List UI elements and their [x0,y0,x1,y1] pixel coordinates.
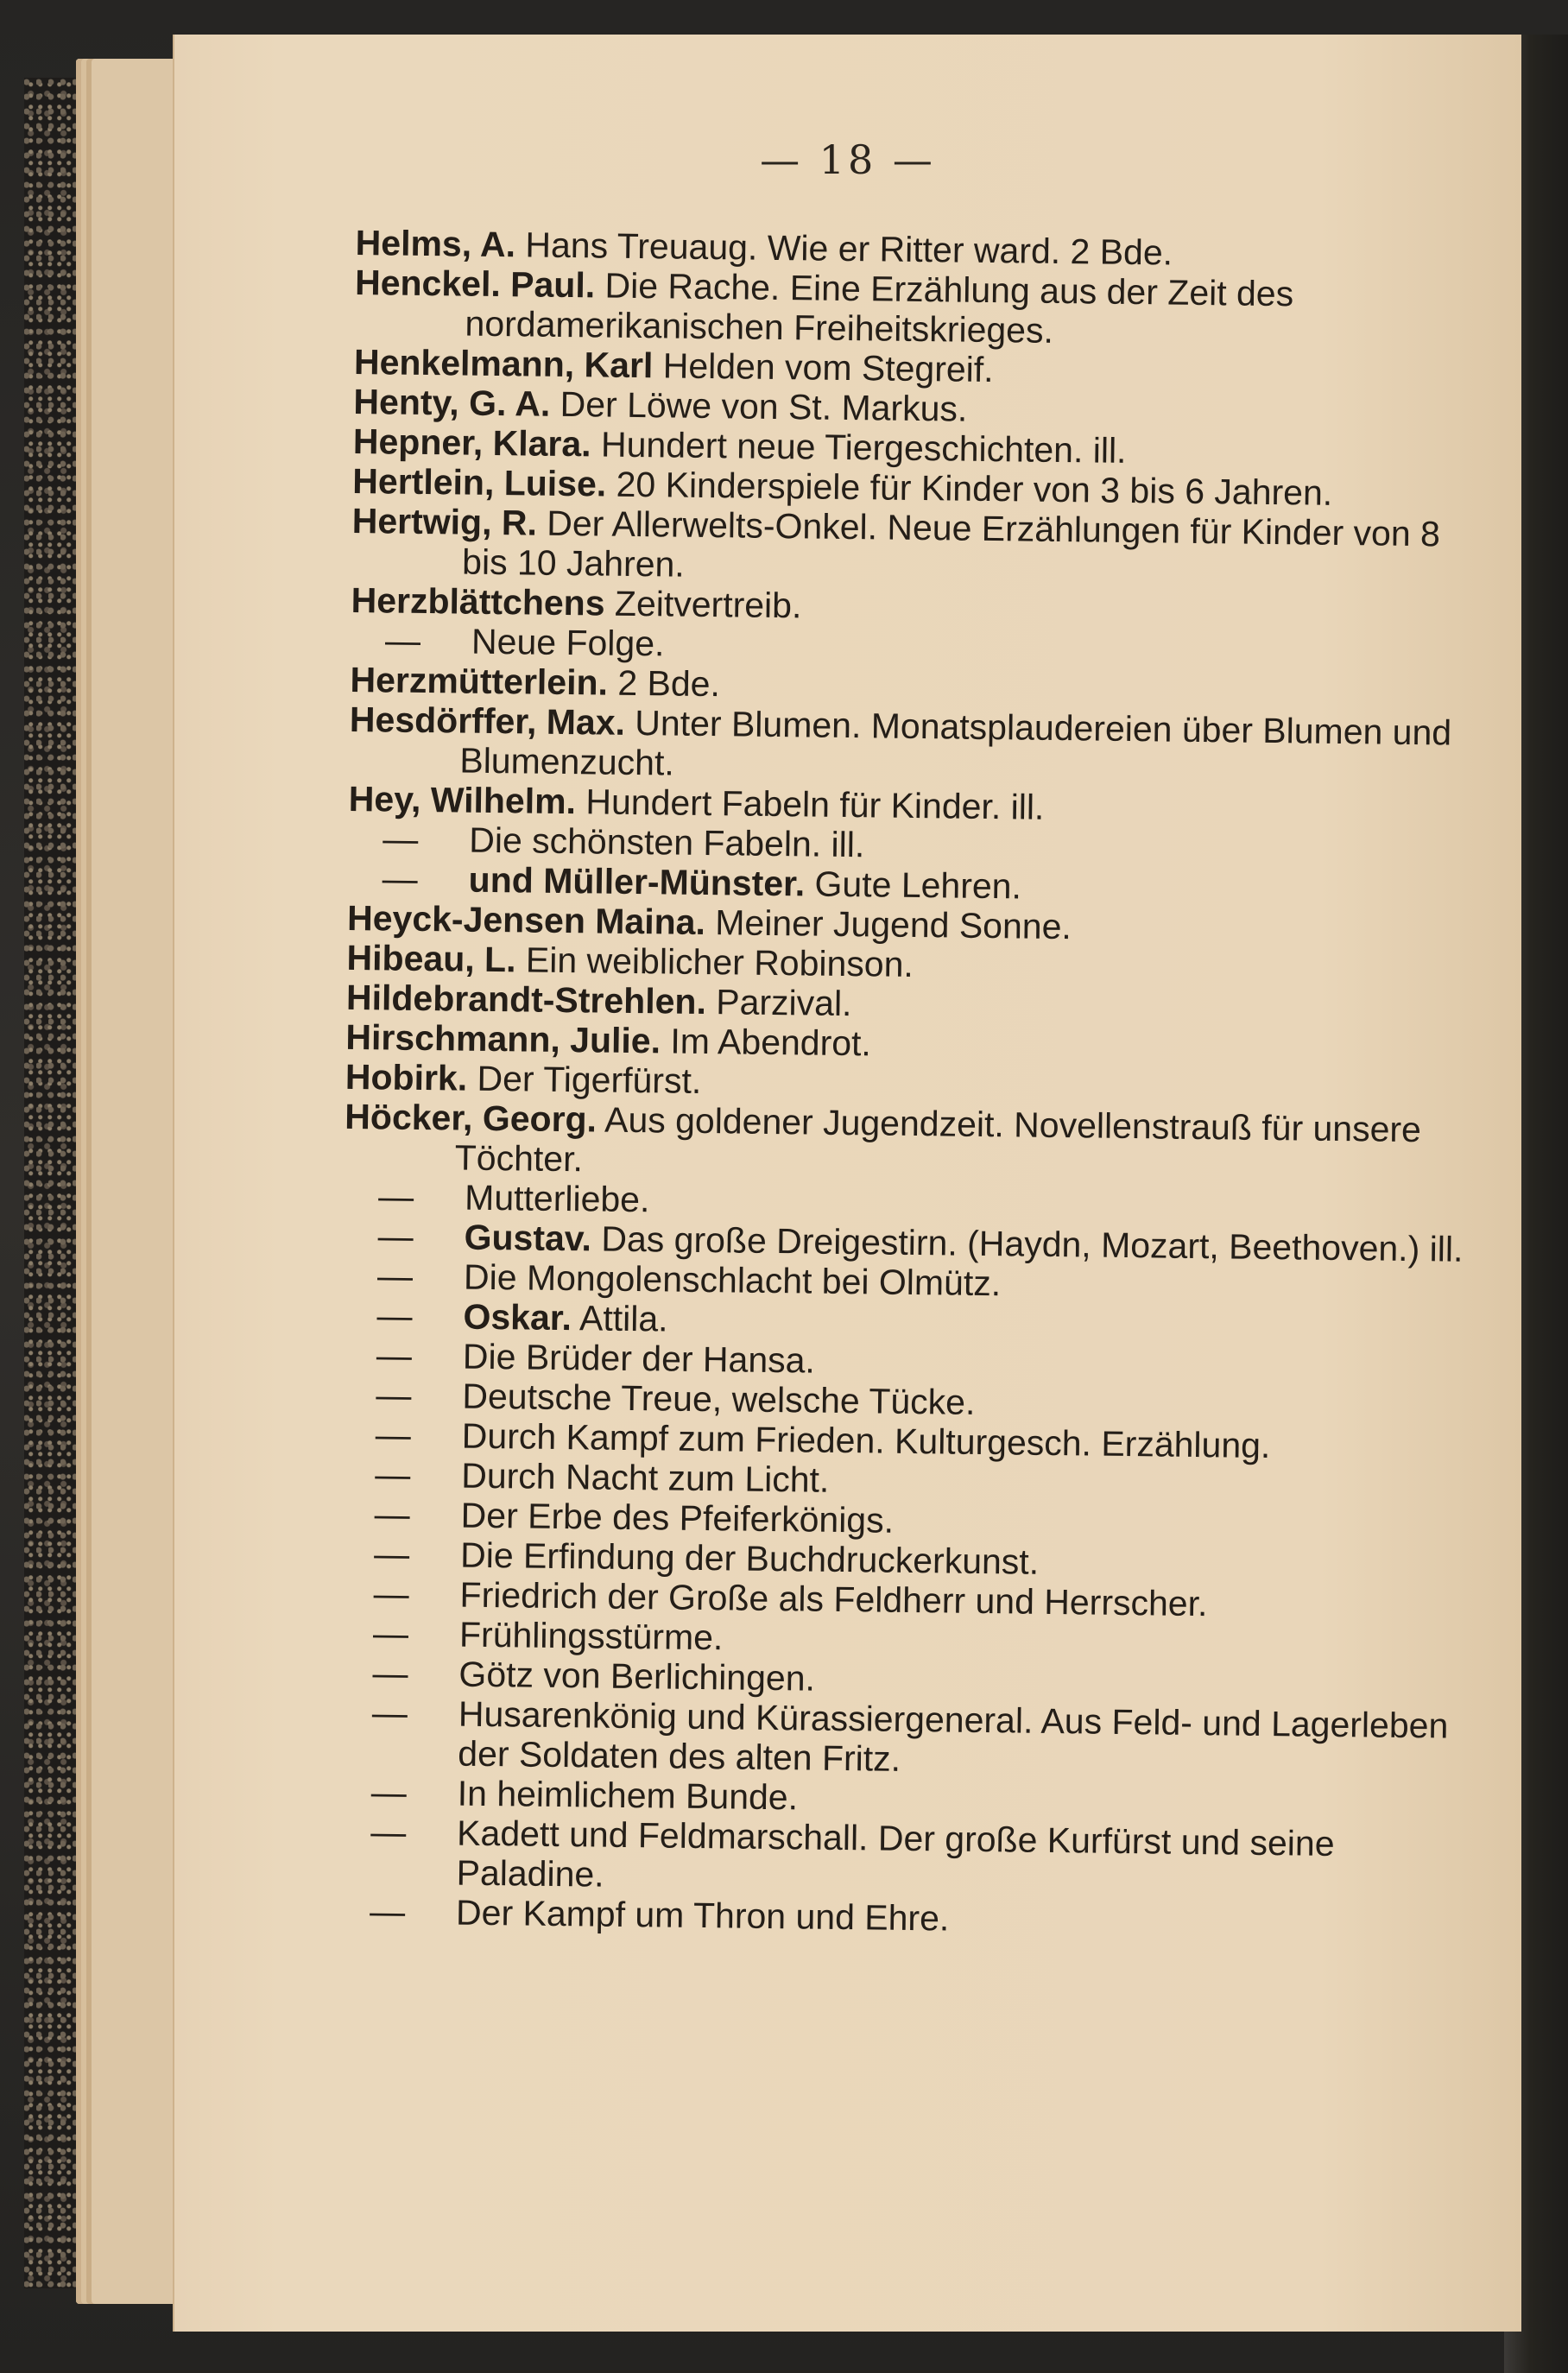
entry-title: Deutsche Treue, welsche Tücke. [462,1376,976,1422]
entry-title: Attila. [579,1298,668,1339]
entry-title: Hans Treuaug. Wie er Ritter ward. 2 Bde. [525,225,1173,273]
entry-author: Herzmütterlein. [350,659,609,703]
entry-title: Der Tigerfürst. [477,1058,702,1101]
dash-mark: — [375,1454,411,1495]
entry-title: Die schönsten Fabeln. ill. [468,819,865,865]
entry-title: Der Löwe von St. Markus. [560,383,968,429]
catalog-entries [335,223,1495,1945]
entry-title: 2 Bde. [617,662,721,705]
catalog-entry [337,1693,1477,1786]
entry-title: Durch Kampf zum Frieden. Kulturgesch. Erzählung. [461,1415,1271,1466]
dash-mark: — [371,1693,408,1733]
entry-title: Ein weiblicher Robinson. [525,940,914,984]
dash-mark: — [383,819,419,859]
entry-title: Meiner Jugend Sonne. [715,902,1072,947]
entry-author: Gustav. [464,1217,592,1259]
entry-title: Kadett und Feldmarschall. Der große Kurfürst und seine Paladine. [456,1813,1335,1895]
entry-author: Henkelmann, Karl [353,341,654,386]
entry-author: Hey, Wilhelm. [348,778,577,822]
entry-title: Husarenkönig und Kürassiergeneral. Aus Feld- und Lagerleben der Soldaten des alten Fritz. [458,1693,1449,1779]
entry-title: Hundert neue Tiergeschichten. ill. [600,424,1127,471]
entry-author: Henckel. Paul. [354,262,596,306]
entry-author: Hertlein, Luise. [352,460,607,504]
catalog-entry [349,699,1489,793]
dash-mark: — [377,1176,414,1217]
entry-title: Helden vom Stegreif. [662,345,994,390]
entry-author: Hirschmann, Julie. [345,1016,661,1061]
entry-author: Hesdörffer, Max. [349,699,626,743]
entry-author: Hertwig, R. [351,500,538,543]
entry-title: Zeitvertreib. [614,583,802,626]
entry-title: Frühlingsstürme. [458,1614,724,1658]
catalog-entry [351,501,1492,594]
entry-title: Die Erfindung der Buchdruckerkunst. [459,1535,1040,1582]
dash-mark: — [369,1891,406,1932]
entry-title: Friedrich der Große als Feldherr und Herrscher. [459,1574,1208,1624]
entry-author: Hepner, Klara. [352,421,591,465]
entry-author: Henty, G. A. [353,381,551,424]
entry-author: Heyck-Jensen Maina. [346,897,706,943]
entry-title: Unter Blumen. Monatsplaudereien über Blumen und Blumenzucht. [459,702,1452,783]
entry-title: Neue Folge. [471,621,665,664]
dash-mark: — [376,1295,413,1336]
dash-mark: — [370,1812,407,1852]
catalog-entry [354,263,1495,356]
entry-title: Durch Nacht zum Licht. [461,1455,830,1500]
dash-mark: — [384,620,421,661]
entry-author: Hildebrandt-Strehlen. [345,977,707,1022]
dash-mark: — [373,1573,409,1614]
entry-title: Gute Lehren. [814,864,1022,907]
dash-mark: — [376,1256,414,1296]
dash-mark: — [374,1494,411,1535]
entry-title: Aus goldener Jugendzeit. Novellenstrauß für unsere Töchter. [454,1099,1422,1180]
catalog-entry [335,1812,1476,1905]
entry-author: Helms, A. [355,223,516,265]
page-number: — 18 — [760,136,936,183]
entry-author: Höcker, Georg. [345,1096,597,1140]
dash-mark: — [372,1613,409,1654]
entry-title: Der Kampf um Thron und Ehre. [455,1892,950,1939]
dash-mark: — [376,1335,413,1376]
dash-mark: — [382,858,419,899]
entry-author: Herzblättchens [351,579,605,623]
entry-title: Im Abendrot. [670,1021,872,1064]
dash-mark: — [372,1653,408,1693]
entry-title: Götz von Berlichingen. [458,1654,816,1699]
entry-title: Mutterliebe. [464,1177,650,1220]
entry-author: Hibeau, L. [346,937,516,980]
catalog-entry [345,1097,1485,1190]
entry-title: 20 Kinderspiele für Kinder von 3 bis 6 Jahren. [616,464,1333,513]
entry-title: Hundert Fabeln für Kinder. ill. [585,782,1045,827]
dash-mark: — [370,1772,408,1813]
entry-author: Hobirk. [345,1056,468,1098]
entry-title: Der Allerwelts-Onkel. Neue Erzählungen für Kinder von 8 bis 10 Jahren. [461,503,1441,585]
entry-title: Das große Dreigestirn. (Haydn, Mozart, Beethoven.) ill. [601,1218,1464,1269]
dash-mark: — [377,1216,414,1256]
entry-author: Oskar. [463,1296,572,1338]
dash-mark: — [373,1534,410,1574]
entry-title: Parzival. [716,982,852,1024]
dash-mark: — [376,1375,412,1415]
entry-title: In heimlichem Bunde. [457,1773,799,1818]
entry-title: Die Mongolenschlacht bei Olmütz. [463,1256,1002,1304]
entry-title: Die Brüder der Hansa. [462,1336,816,1381]
entry-title: Der Erbe des Pfeiferkönigs. [460,1495,895,1541]
entry-author: und Müller-Münster. [468,859,806,904]
entry-title: Die Rache. Eine Erzählung aus der Zeit des nordamerikanischen Freiheitskrieges. [465,265,1294,351]
dash-mark: — [375,1414,412,1455]
